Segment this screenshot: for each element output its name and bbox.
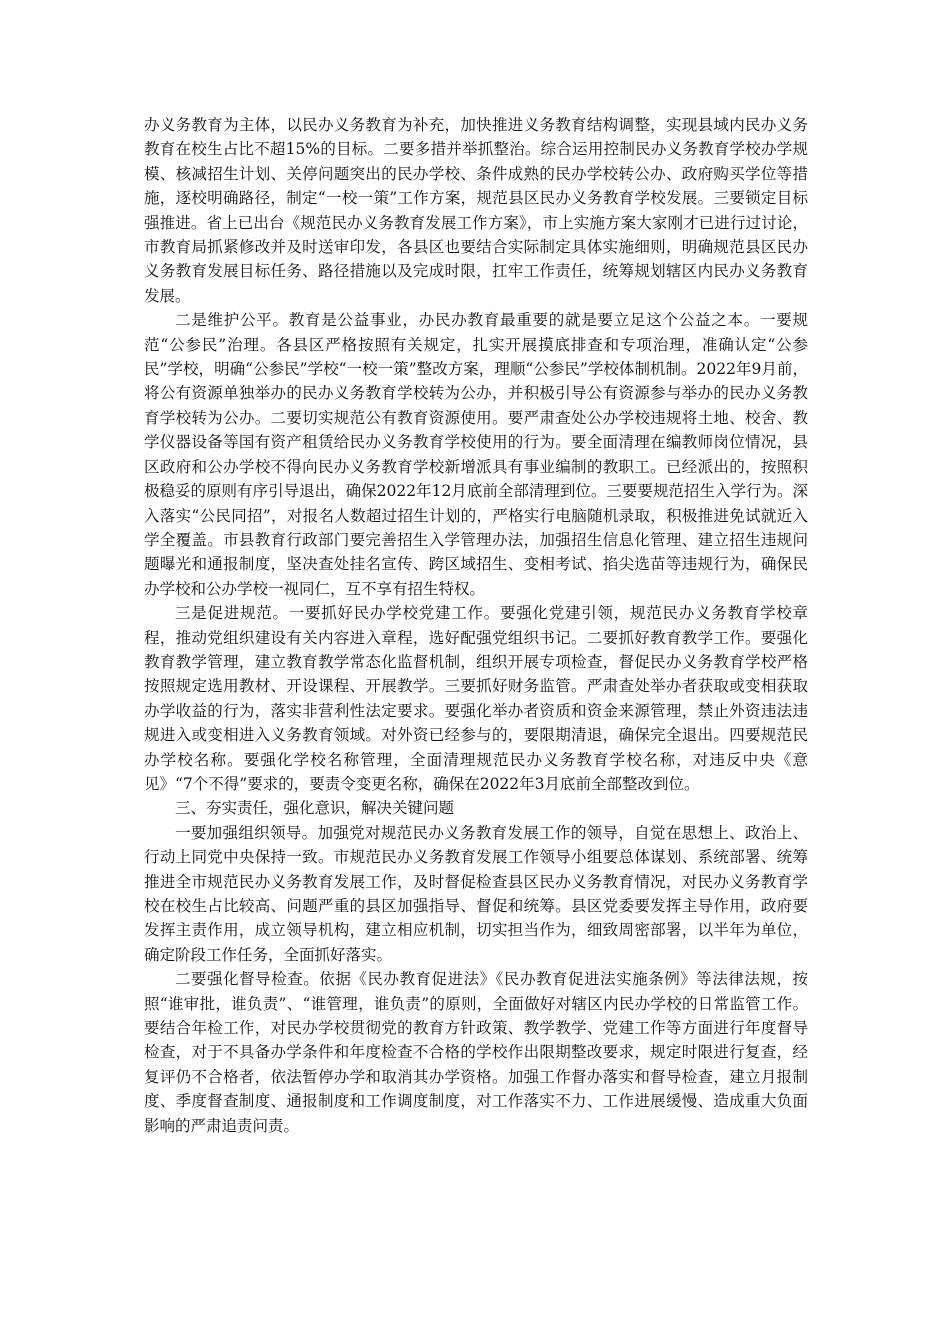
paragraph-promote-standards: 三是促进规范。一要抓好民办学校党建工作。要强化党建引领，规范民办义务教育学校章程，推动党组织建设有关内容进入章程，选好配强党组织书记。二要抓好教育教学工作。要强化教育教学管理，建立教育教学常态化监督机制，组织开展专项检查，督促民办义务教育学校严格按照规定选用教材、开设课程、开展教学。三要抓好财务监管。严肃查处举办者获取或变相获取办学收益的行为，落实非营利性法定要求。要强化举办者资质和资金来源管理，禁止外资违法违规进入或变相进入义务教育领域。对外资已经参与的，要限期清退，确保完全退出。四要规范民办学校名称。要强化学校名称管理，全面清理规范民办义务教育学校名称，对违反中央《意见》“7个不得”要求的，要责令变更名称，确保在2022年3月底前全部整改到位。: [144, 604, 808, 793]
paragraph-supervision-inspection: 二要强化督导检查。依据《民办教育促进法》《民办教育促进法实施条例》等法律法规，按照“谁审批，谁负责”、“谁管理，谁负责”的原则，全面做好对辖区内民办学校的日常监管工作。要结合年检工作，对民办学校贯彻党的教育方针政策、教学教学、党建工作等方面进行年度督导检查，对于不具备办学条件和年度检查不合格的学校作出限期整改要求，规定时限进行复查，经复评仍不合格者，依法暂停办学和取消其办学资格。加强工作督办落实和督导检查，建立月报制度、季度督查制度、通报制度和工作调度制度，对工作落实不力、工作进展缓慢、造成重大负面影响的严肃追责问责。: [144, 970, 808, 1135]
paragraph-maintain-fairness: 二是维护公平。教育是公益事业，办民办教育最重要的就是要立足这个公益之本。一要规范“公参民”治理。各县区严格按照有关规定，扎实开展摸底排查和专项治理，准确认定“公参民”学校，明确“公参民”学校“一校一策”整改方案，理顺“公参民”学校体制机制。2022年9月前，将公有资源单独举办的民办义务教育学校转为公办，并积极引导公有资源参与举办的民办义务教育学校转为公办。二要切实规范公有教育资源使用。要严肃查处公办学校违规将土地、校舍、教学仪器设备等国有资产租赁给民办义务教育学校使用的行为。要全面清理在编教师岗位情况，县区政府和公办学校不得向民办义务教育学校新增派具有事业编制的教职工。已经派出的，按照积极稳妥的原则有序引导退出，确保2022年12月底前全部清理到位。三要要规范招生入学行为。深入落实“公民同招”，对报名人数超过招生计划的，严格实行电脑随机录取，积极推进免试就近入学全覆盖。市县教育行政部门要完善招生入学管理办法，加强招生信息化管理、建立招生违规问题曝光和通报制度，坚决查处挂名宣传、跨区域招生、变相考试、掐尖选苗等违规行为，确保民办学校和公办学校一视同仁，互不享有招生特权。: [144, 311, 808, 598]
paragraph-organizational-leadership: 一要加强组织领导。加强党对规范民办义务教育发展工作的领导，自觉在思想上、政治上、行动上同党中央保持一致。市规范民办义务教育发展工作领导小组要总体谋划、系统部署、统筹推进全市规范民办义务教育发展工作，及时督促检查县区民办义务教育情况，对民办义务教育学校在校生占比较高、问题严重的县区加强指导、督促和统筹。县区党委要发挥主导作用，政府要发挥主责作用，成立领导机构，建立相应机制，切实担当作为，细致周密部署，以半年为单位，确定阶段工作任务，全面抓好落实。: [144, 823, 808, 964]
document-page: [144, 113, 808, 1138]
paragraph-continuation: 办义务教育为主体，以民办义务教育为补充，加快推进义务教育结构调整，实现县域内民办义务教育在校生占比不超15%的目标。二要多措并举抓整治。综合运用控制民办义务教育学校办学规模、核减招生计划、关停问题突出的民办学校、条件成熟的民办学校转公办、政府购买学位等措施，逐校明确路径，制定“一校一策”工作方案，规范县区民办义务教育学校发展。三要锁定目标强推进。省上已出台《规范民办义务教育发展工作方案》，市上实施方案大家刚才已进行过讨论，市教育局抓紧修改并及时送审印发，各县区也要结合实际制定具体实施细则，明确规范县区民办义务教育发展目标任务、路径措施以及完成时限，扛牢工作责任，统筹规划辖区内民办义务教育发展。: [144, 116, 808, 305]
section-heading: 三、夯实责任，强化意识，解决关键问题: [175, 799, 455, 818]
